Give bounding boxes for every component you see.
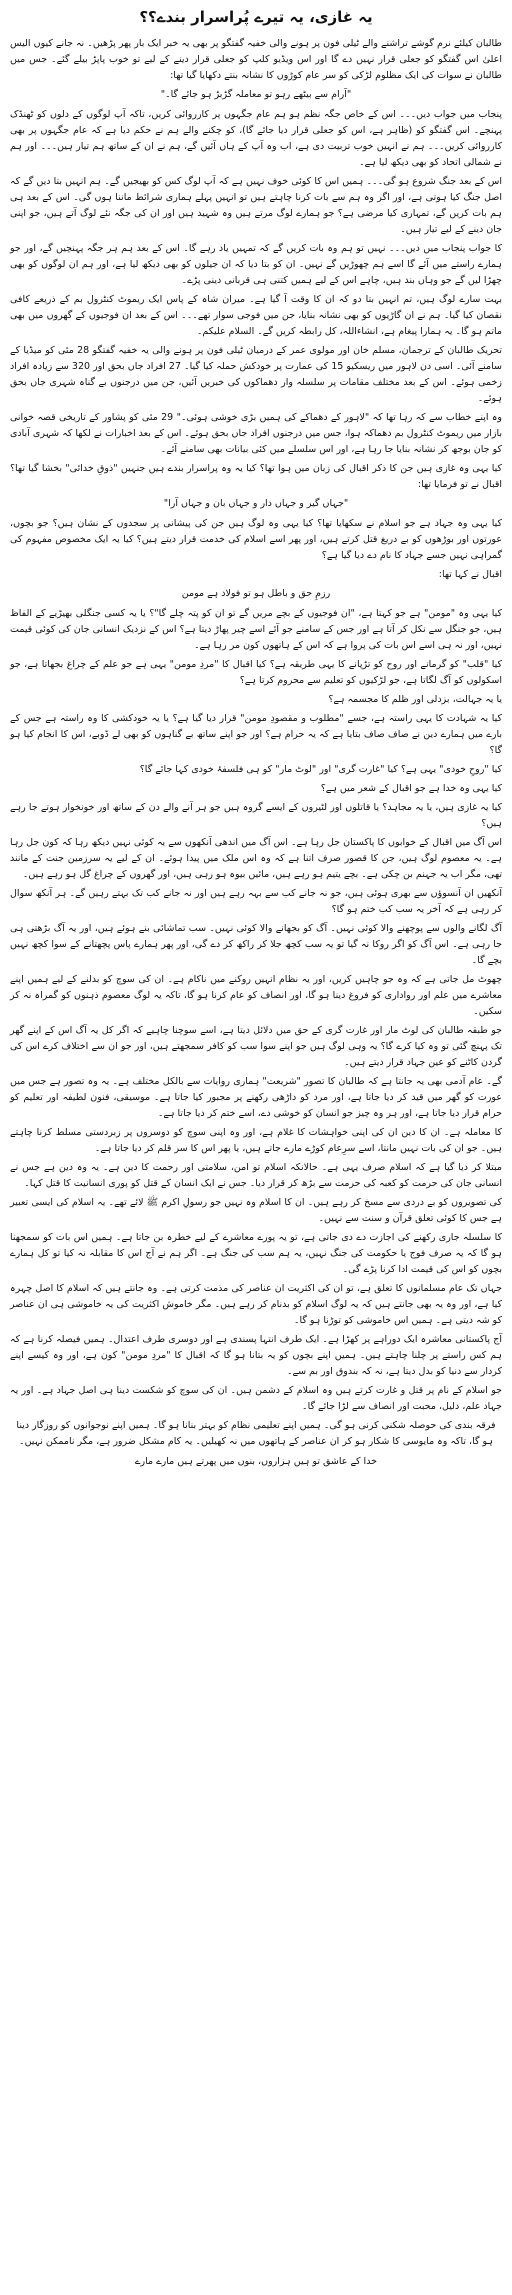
closing-verse: فرقہ بندی کی حوصلہ شکنی کرنی ہو گی۔ ہمیں اپنے تعلیمی نظام کو بہتر بنانا ہو گا۔ ہمیں اپنے نوجوانوں کو روزگار دینا ہو گا، تاکہ وہ مایوسی کا شکار ہو کر ان عناصر کے ہاتھوں میں نہ کھیلیں۔ یہ کام مشکل ضرور ہے، مگر ناممکن نہیں۔ (16, 1420, 496, 1447)
article-paragraph: کیا یہ غازی ہیں، یا یہ مجاہد؟ یا قاتلوں اور لٹیروں کے ایسے گروہ ہیں جو ہر آنے والے دن کے ساتھ اور خونخوار ہوتے جا رہے ہیں؟ (10, 802, 502, 829)
article-paragraph: کا سلسلہ جاری رکھنے کی اجازت دے دی جاتی ہے، تو یہ پورے معاشرے کے لیے خطرہ بن جاتا ہے۔ ہمیں اس بات کو سمجھنا ہو گا کہ یہ صرف فوج یا حکومت کی جنگ نہیں، یہ ہم سب کی جنگ ہے۔ اگر ہم نے آج اس کا مقابلہ نہ کیا تو کل ہمارے بچوں کو اس کی قیمت ادا کرنا پڑے گی۔ (10, 1232, 502, 1275)
article-paragraph: اس آگ میں اقبال کے خوابوں کا پاکستان جل رہا ہے۔ اس آگ میں اندھی آنکھوں سے یہ کوئی نہیں دیکھ رہا کہ کون جل رہا ہے۔ یہ معصوم لوگ ہیں، جن کا قصور صرف اتنا ہے کہ وہ اس ملک میں پیدا ہوئے۔ ان کے لیے یہ سرزمین جنت کے مانند تھی، مگر اب یہ جہنم بن چکی ہے۔ بچے یتیم ہو رہے ہیں، مائیں بیوہ ہو رہی ہیں، اور گھروں کے چراغ گل ہو رہے ہیں۔ (10, 837, 502, 880)
quoted-line: "آرام سے بیٹھے رہو تو معاملہ گڑبڑ ہو جائے گا۔" (160, 89, 352, 100)
article-paragraph: کا معاملہ ہے۔ ان کا دین ان کی اپنی خواہشات کا غلام ہے، اور وہ اپنی سوچ کو دوسروں پر زبردستی مسلط کرنا چاہتے ہیں۔ جو ان کی بات نہیں مانتا، اسے سرِعام کوڑے مارے جاتے ہیں، یا پھر اس کا سر قلم کر دیا جاتا ہے۔ (10, 1127, 502, 1154)
article-paragraph: آگ لگانے والوں سے پوچھنے والا کوئی نہیں۔ آگ کو بجھانے والا کوئی نہیں۔ سب تماشائی بنے ہوئے ہیں، اور یہ آگ بڑھتی ہی جا رہی ہے۔ اس آگ کو اگر روکا نہ گیا تو یہ سب کچھ جلا کر راکھ کر دے گی، اور پھر ہمارے پاس پچھتانے کے سوا کچھ نہیں بچے گا۔ (10, 923, 502, 966)
article-paragraph: کیا "روحِ خودی" یہی ہے؟ کیا "غارت گری" اور "لوٹ مار" کو ہی فلسفۂ خودی کہا جائے گا؟ (139, 764, 502, 775)
article-paragraph: گے۔ عام آدمی بھی یہ جانتا ہے کہ طالبان کا تصور "شریعت" ہماری روایات سے بالکل مختلف ہے۔ یہ وہ تصور ہے جس میں عورت کو گھر میں قید کر دیا جاتا ہے، اور مرد کو داڑھی رکھنے پر مجبور کیا جاتا ہے۔ موسیقی، فنون لطیفہ اور تعلیم کو حرام قرار دیا جاتا ہے، اور ہر وہ چیز جو انسان کو خوشی دے، اسے ختم کر دیا جاتا ہے۔ (10, 1076, 502, 1119)
article-paragraph: اقبال نے کہا تھا: (438, 569, 502, 580)
article-paragraph: کیا یہی وہ جہاد ہے جو اسلام نے سکھایا تھا؟ کیا یہی وہ لوگ ہیں جن کی پیشانی پر سجدوں کے نشان ہیں؟ جو بچوں، عورتوں اور بوڑھوں کو بے دریغ قتل کرتے ہیں، اور پھر اسے اسلام کی خدمت قرار دیتے ہیں؟ کیا یہ ایک مخصوص مفہوم کی گمراہی نہیں جسے جہاد کا نام دے دیا گیا ہے؟ (10, 518, 502, 561)
article-paragraph: کیا "قلب" کو گرمانے اور روح کو تڑپانے کا یہی طریقہ ہے؟ کیا اقبال کا "مردِ مومن" یہی ہے جو علم کے چراغ بجھاتا ہے، جو اسکولوں کو آگ لگاتا ہے، جو لڑکیوں کو تعلیم سے محروم کرتا ہے؟ (10, 659, 502, 686)
article-paragraph: آنکھیں ان آنسوؤں سے بھری ہوئی ہیں، جو نہ جانے کب سے بہہ رہے ہیں اور نہ جانے کب تک بہتے رہیں گے۔ ہر آنکھ سوال کر رہی ہے کہ آخر یہ سب کب ختم ہو گا؟ (10, 888, 502, 915)
article-paragraph: کیا یہ شہادت کا یہی راستہ ہے، جسے "مطلوب و مقصودِ مومن" قرار دیا گیا ہے؟ یا یہ خودکشی کا وہ راستہ ہے جس کے بارے میں ہمارے دین نے صاف صاف بتایا ہے کہ یہ حرام ہے؟ اور جو اپنے ساتھ بے گناہوں کو بھی لے ڈوبے، اس کا انجام کیا ہو گا؟ (10, 713, 502, 756)
article-paragraph: کا جواب پنجاب میں دیں۔۔۔ نہیں تو ہم وہ بات کریں گے کہ تمہیں یاد رہے گا۔ اس کے بعد ہم ہر جگہ پہنچیں گے، اور جو ہمارے راستے میں آئے گا اسے ہم چھوڑیں گے نہیں۔ ان کو بتا دیا کہ ان جیلوں کو بھی دیکھ لیا ہے، اور ہم ان لوگوں کو بھی چھڑا لیں گے جو وہاں بند ہیں، چاہے اس کے لیے ہمیں کتنی ہی قربانی دینی پڑے۔ (10, 243, 502, 286)
article-paragraph: وہ اپنے خطاب سے کہ رہا تھا کہ "لاہور کے دھماکے کی ہمیں بڑی خوشی ہوئی۔" 29 مئی کو پشاور کے تاریخی قصہ خوانی بازار میں ریموٹ کنٹرول بم دھماکہ ہوا، جس میں درجنوں افراد جاں بحق ہوئے۔ اس کے بعد اخبارات نے لکھا کہ شہری آبادی کو جان بوجھ کر نشانہ بنایا جا رہا ہے، اور اس سلسلے میں کئی بیانات بھی سامنے آئے۔ (10, 412, 502, 455)
quoted-verse: "جہاں گیر و جہاں دار و جہاں بان و جہاں آرا" (163, 498, 349, 509)
article-paragraph: کی تصویروں کو بے دردی سے مسخ کر رہے ہیں۔ ان کا اسلام وہ نہیں جو رسولِ اکرم ﷺ لائے تھے۔ یہ اسلام کی ایسی تعبیر ہے جس کا کوئی تعلق قرآن و سنت سے نہیں۔ (10, 1197, 502, 1224)
article-paragraph: مبتلا کر دیا گیا ہے کہ اسلام صرف یہی ہے۔ حالانکہ اسلام تو امن، سلامتی اور رحمت کا دین ہے۔ یہ وہ دین ہے جس نے انسانی جان کی حرمت کو کعبہ کی حرمت سے بڑھ کر قرار دیا۔ جس نے ایک انسان کے قتل کو پوری انسانیت کا قتل کہا۔ (10, 1162, 502, 1189)
article-paragraph: کیا یہی وہ "مومن" ہے جو کہتا ہے، "ان فوجیوں کے بچے مریں گے تو ان کو پتہ چلے گا"؟ یا یہ کسی جنگلی بھیڑیے کے الفاظ ہیں، جو جنگل سے نکل کر آتا ہے اور جس کے سامنے جو آئے اسے چیر پھاڑ دیتا ہے؟ اس کے نزدیک انسانی جان کی کوئی قیمت نہیں، اور نہ ہی اسے اس بات کی پروا ہے کہ اس کے ہاتھوں کون مر رہا ہے۔ (10, 608, 502, 651)
article-paragraph: چھوٹ مل جاتی ہے کہ وہ جو چاہیں کریں، اور یہ نظام انہیں روکنے میں ناکام ہے۔ ان کی سوچ کو بدلنے کے لیے ہمیں اپنے معاشرے میں علم اور رواداری کو فروغ دینا ہو گا، اور انصاف کو عام کرنا ہو گا، تاکہ یہ لوگ معصوم ذہنوں کو گمراہ نہ کر سکیں۔ (10, 974, 502, 1017)
closing-verse: خدا کے عاشق تو ہیں ہزاروں، بنوں میں پھرتے ہیں مارے مارے (134, 1456, 378, 1467)
article-paragraph: آج پاکستانی معاشرہ ایک دوراہے پر کھڑا ہے۔ ایک طرف انتہا پسندی ہے اور دوسری طرف اعتدال۔ ہمیں فیصلہ کرنا ہے کہ ہم کس راستے پر چلنا چاہتے ہیں۔ ہمیں اپنے بچوں کو یہ بتانا ہو گا کہ اقبال کا "مردِ مومن" کون ہے، اور وہ کیسے اپنے کردار سے دنیا کو بدل دیتا ہے، نہ کہ بندوق اور بم سے۔ (10, 1334, 502, 1377)
quoted-verse: رزمِ حق و باطل ہو تو فولاد ہے مومن (181, 588, 331, 599)
article-paragraph: پنجاب میں جواب دیں۔۔۔ اس کے خاص جگہ نظم ہو ہم عام جگہوں پر کارروائی کریں، تاکہ آپ لوگوں کے دلوں کو ٹھنڈک پہنچے۔ اس گفتگو کو (ظاہر ہے، اس کو جعلی قرار دیا جائے گا)، کو چکنے والے ہم نے حکم دیا ہے کہ عام جگہوں پر بھی کارروائی کریں۔۔۔ ہم نے انہیں خوب تربیت دی ہے، اب وہ آپ کے ہاں آئیں گے، ہم نے ان کے ساتھ ہم تیار ہیں۔۔۔ اور ہم نے شمالی اتحاد کو بھی دیکھ لیا ہے۔ (10, 109, 502, 168)
article-paragraph: طالبان کیلئے نرم گوشے تراشنے والے ٹیلی فون پر ہونے والی خفیہ گفتگو پر بھی یہ خبر ایک بار پھر پڑھیں۔ نہ جانے کیوں الیس اعلیٰ اس گفتگو کو جعلی قرار نہیں دے گا اور اس ویڈیو کلپ کو جعلی قرار دینے کے لیے تو خوب پاپڑ بیلے گئے۔ جس میں طالبان نے سوات کی ایک مظلوم لڑکی کو سر عام کوڑوں کا نشانہ بنتے دکھایا گیا تھا: (10, 38, 502, 81)
article-paragraph: یا یہ جہالت، بزدلی اور ظلم کا مجسمہ ہے؟ (328, 694, 502, 705)
article-paragraph: جو اسلام کے نام پر قتل و غارت کرتے ہیں وہ اسلام کے دشمن ہیں۔ ان کی سوچ کو شکست دینا ہی اصل جہاد ہے۔ اور یہ جہاد علم، دلیل، محبت اور انصاف سے لڑا جائے گا۔ (10, 1385, 502, 1412)
article-headline: یہ غازی، یہ تیرے پُراسرار بندے؟؟ (139, 8, 373, 26)
article-paragraph: بہت سارے لوگ ہیں، تم انہیں بتا دو کہ ان کا وقت آ گیا ہے۔ میران شاہ کے پاس ایک ریموٹ کنٹرول بم کے ذریعے کافی نقصان کیا گیا۔ ہم نے ان گاڑیوں کو بھی نشانہ بنایا، جن میں فوجی سوار تھے۔۔۔ اس کے بعد ان فوجیوں کے گھروں میں بھی ماتم ہو گا۔ یہ ہمارا پیغام ہے، انشاءاللہ، کل رابطہ کریں گے۔ السلام علیکم۔ (10, 294, 502, 337)
article-paragraph: جو طبقہ طالبان کی لوٹ مار اور غارت گری کے حق میں دلائل دیتا ہے، اسے سوچنا چاہیے کہ اگر کل یہ آگ اس کے اپنے گھر تک پہنچ گئی تو وہ کیا کرے گا؟ یہ وہی لوگ ہیں جو اپنے سوا سب کو کافر سمجھتے ہیں، اور جو ان سے اختلاف کرے اس کی گردن کاٹنے کو عین جہاد قرار دیتے ہیں۔ (10, 1025, 502, 1068)
article-paragraph: کیا یہی وہ خدا ہے جو اقبال کے شعر میں ہے؟ (320, 783, 502, 794)
article-paragraph: اس کے بعد جنگ شروع ہو گی۔۔۔ ہمیں اس کا کوئی خوف نہیں ہے کہ آپ لوگ کس کو بھیجیں گے۔ ہم انہیں بتا دیں گے کہ اصل جنگ کیا ہوتی ہے، اور اگر وہ ہم سے بات کرنا چاہتے ہیں تو انہیں پہلے ہماری شرائط ماننا ہوں گی۔ اس کے بعد ہی ہم بات کریں گے، تمہاری کیا مرضی ہے؟ جو ہمارے لوگ مرتے ہیں وہ شہید ہیں اور ان کی جگہ نئے لوگ آتے ہیں، جو اپنی جان دینے کے لیے تیار ہیں۔ (10, 176, 502, 235)
article-paragraph: تحریک طالبان کے ترجمان، مسلم خان اور مولوی عمر کے درمیان ٹیلی فون پر ہونے والی یہ خفیہ گفتگو 28 مئی کو میڈیا کے سامنے آئی۔ اسی دن لاہور میں ریسکیو 15 کی عمارت پر خودکش حملہ کیا گیا۔ 27 افراد جاں بحق اور 320 سے زیادہ افراد زخمی ہوئے۔ اس کے بعد مختلف مقامات پر سلسلہ وار دھماکوں کی خبریں آئیں، جن میں درجنوں بے گناہ شہری جاں بحق ہوئے۔ (10, 345, 502, 404)
article-paragraph: جہاں تک عام مسلمانوں کا تعلق ہے، تو ان کی اکثریت ان عناصر کی مذمت کرتی ہے۔ وہ جانتے ہیں کہ اسلام کا اصل چہرہ کیا ہے، اور وہ یہ بھی جانتے ہیں کہ یہ لوگ اسلام کو بدنام کر رہے ہیں۔ مگر خاموش اکثریت کی یہ خاموشی ہی ان عناصر کو شہ دیتی ہے۔ ہمیں اس خاموشی کو توڑنا ہو گا۔ (10, 1283, 502, 1326)
article-paragraph: کیا یہی وہ غازی ہیں جن کا ذکر اقبال کی زبان میں ہوا تھا؟ کیا یہ وہ پراسرار بندے ہیں جنہیں "ذوقِ خدائی" بخشا گیا تھا؟ اقبال نے تو فرمایا تھا: (10, 463, 502, 490)
